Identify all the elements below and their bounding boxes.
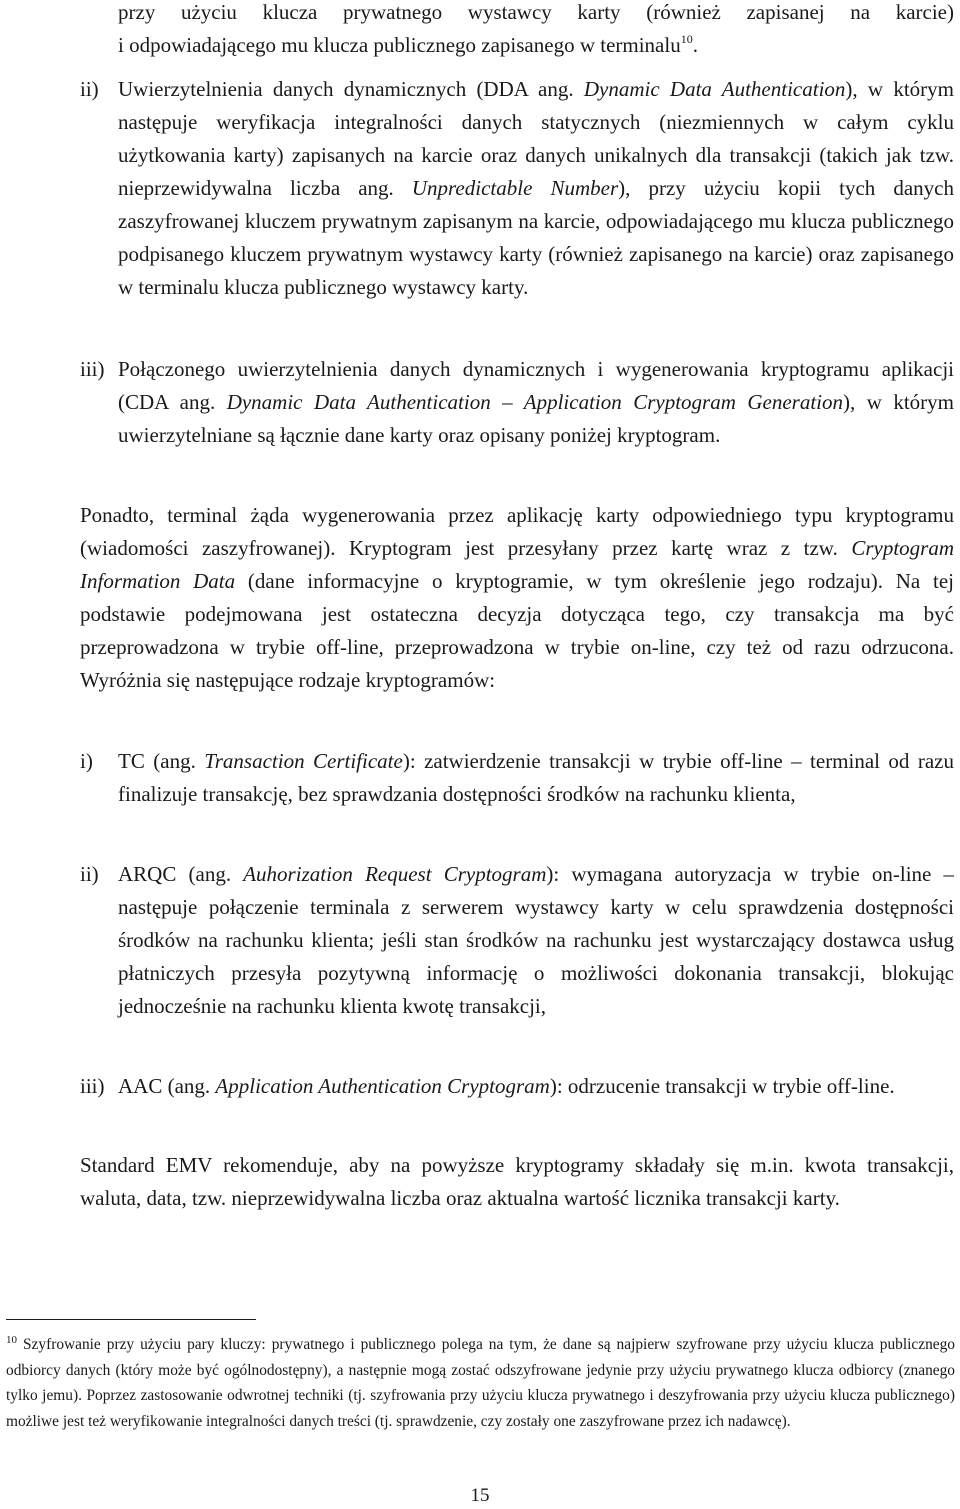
footnote-text: Szyfrowanie przy użyciu pary kluczy: prywatnego i publicznego polega na tym, że dane są najpierw szyfrowane przy użyciu klucza publicznego odbiorcy danych (który może być ogólnodostępny), a następnie mogą zostać odszyfrowane jedynie przy użyciu prywatnego klucza odbiorcy (znanego tylko jemu). Poprzez zastosowanie odwrotnej techniki (tj. szyfrowania przy użyciu klucza prywatnego i deszyfrowania przy użyciu klucza publicznego) możliwe jest też weryfikowanie integralności danych treści (tj. sprawdzenie, czy zostały one zaszyfrowane przez ich nadawcę).	[6, 1336, 955, 1430]
list1-item-iii-text: Połączonego uwierzytelnienia danych dynamicznych i wygenerowania kryptogramu aplikacji (CDA ang. Dynamic Data Authentication – Application Cryptogram Generation), w którym uwierzytelniane są łącznie dane karty oraz opisany poniżej kryptogram.	[118, 357, 955, 447]
footnote-separator	[6, 1319, 256, 1320]
list2-item-iii-text: AAC (ang. Application Authentication Cryptogram): odrzucenie transakcji w trybie off-line.	[118, 1074, 895, 1098]
list2-item-ii-text: ARQC (ang. Auhorization Request Cryptogram): wymagana autoryzacja w trybie on-line – następuje połączenie terminala z serwerem wystawcy karty w celu sprawdzenia dostępności środków na rachunku klienta; jeśli stan środków na rachunku jest wystarczający dostawca usług płatniczych przesyła pozytywną informację o możliwości dokonania transakcji, blokując jednocześnie na rachunku klienta kwotę transakcji,	[118, 862, 954, 1018]
paragraph-emv-standard: Standard EMV rekomenduje, aby na powyższe kryptogramy składały się m.in. kwota transakcji, waluta, data, tzw. nieprzewidywalna liczba oraz aktualna wartość licznika transakcji karty.	[80, 1153, 954, 1210]
list1-item-continuation-line1: przy użyciu klucza prywatnego wystawcy karty (również zapisanej na karcie)	[118, 0, 954, 24]
paragraph-cryptogram-types-intro: Ponadto, terminal żąda wygenerowania przez aplikację karty odpowiedniego typu kryptogramu (wiadomości zaszyfrowanej). Kryptogram jest przesyłany przez kartę wraz z tzw. Cryptogram Information Data (dane informacyjne o kryptogramie, w tym określenie jego rodzaju). Na tej podstawie podejmowana jest ostateczna decyzja dotycząca tego, czy transakcja ma być przeprowadzona w trybie off-line, przeprowadzona w trybie on-line, czy też od razu odrzucona. Wyróżnia się następujące rodzaje kryptogramów:	[80, 503, 954, 692]
list2-item-ii-label: ii)	[80, 862, 99, 886]
list2-item-i-text: TC (ang. Transaction Certificate): zatwierdzenie transakcji w trybie off-line – terminal od razu finalizuje transakcję, bez sprawdzania dostępności środków na rachunku klienta,	[118, 749, 954, 806]
page-number: 15	[470, 1485, 490, 1506]
footnote-10	[6, 1332, 955, 1434]
list2-item-iii-label: iii)	[80, 1074, 105, 1098]
footnote-number: 10	[6, 1334, 17, 1346]
list1-item-continuation-line2: i odpowiadającego mu klucza publicznego zapisanego w terminalu$^{10}$.	[118, 32, 698, 57]
list1-item-ii-label: ii)	[80, 77, 99, 101]
list1-item-iii-label: iii)	[80, 357, 105, 381]
footnote-ref-10: 10	[680, 32, 693, 46]
list2-item-i-label: i)	[80, 749, 93, 773]
list1-item-ii-text: Uwierzytelnienia danych dynamicznych (DDA ang. Dynamic Data Authentication), w którym następuje weryfikacja integralności danych statycznych (niezmiennych w całym cyklu użytkowania karty) zapisanych na karcie oraz danych unikalnych dla transakcji (takich jak tzw. nieprzewidywalna liczba ang. Unpredictable Number), przy użyciu kopii tych danych zaszyfrowanej kluczem prywatnym zapisanym na karcie, odpowiadającego mu klucza publicznego podpisanego kluczem prywatnym wystawcy karty (również zapisanego na karcie) oraz zapisanego w terminalu klucza publicznego wystawcy karty.	[118, 77, 954, 299]
